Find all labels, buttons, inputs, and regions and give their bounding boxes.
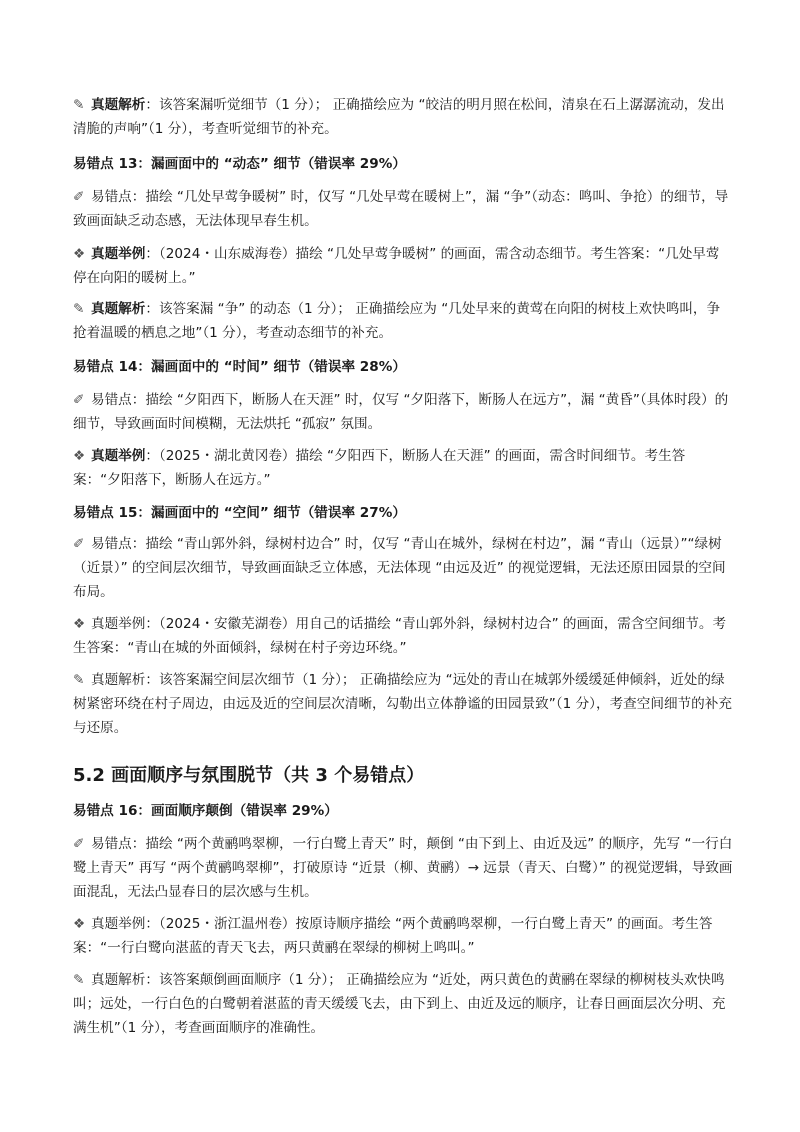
error-label: 易错点 [91,536,132,552]
error-point-heading: 易错点 13：漏画面中的 “动态” 细节（错误率 29%） [73,156,406,172]
paragraph-text: 描绘 “夕阳西下，断肠人在天涯” 时，仅写 “夕阳落下，断肠人在远方”，漏 “黄昏”（具体时段）的细节，导致画面时间模糊，无法烘托 “孤寂” 氛围。 [73,392,729,432]
analysis-label: 真题解析 [91,301,146,317]
analysis-paragraph [73,968,733,1040]
example-paragraph [73,444,733,492]
label-separator: ： [131,836,146,852]
pen-icon: ✐ [73,189,85,205]
pencil-icon: ✎ [73,972,85,988]
example-paragraph [73,612,733,660]
pencil-icon: ✎ [73,97,85,113]
label-separator: ： [145,301,159,317]
label-separator: ： [131,392,146,408]
example-label: 真题举例 [91,616,146,632]
analysis-paragraph [73,297,733,345]
error-paragraph [73,388,733,436]
error-label: 易错点 [91,836,132,852]
example-paragraph [73,242,733,290]
label-separator: ： [145,448,159,464]
section-heading: 5.2 画面顺序与氛围脱节（共 3 个易错点） [73,765,425,786]
pencil-icon: ✎ [73,301,85,317]
error-point-heading: 易错点 15：漏画面中的 “空间” 细节（错误率 27%） [73,505,406,521]
diamond-icon: ❖ [73,246,86,262]
example-label: 真题举例 [91,246,146,262]
error-paragraph [73,832,733,904]
paragraph-text: 该答案颠倒画面顺序（1 分）； 正确描绘应为 “近处，两只黄色的黄鹂在翠绿的柳树枝头欢快鸣叫；远处，一行白色的白鹭朝着湛蓝的青天缓缓飞去，由下到上、由近及远的顺序，让春日画面层次分明、充满生机”（1 分），考查画面顺序的准确性。 [73,972,726,1036]
paragraph-text: 描绘 “两个黄鹂鸣翠柳，一行白鹭上青天” 时，颠倒 “由下到上、由近及远” 的顺序，先写 “一行白鹭上青天” 再写 “两个黄鹂鸣翠柳”，打破原诗 “近景（柳、黄鹂）→ 远景（青天、白鹭）” 的视觉逻辑，导致画面混乱，无法凸显春日的层次感与生机。 [73,836,733,900]
label-separator: ： [131,189,146,205]
analysis-paragraph [73,668,733,740]
diamond-icon: ❖ [73,616,86,632]
paragraph-text: 该答案漏空间层次细节（1 分）； 正确描绘应为 “远处的青山在城郭外缓缓延伸倾斜，近处的绿树紧密环绕在村子周边，由远及近的空间层次清晰，勾勒出立体静谧的田园景致”（1 分），考查空间细节的补充与还原。 [73,672,732,736]
analysis-paragraph [73,93,733,141]
pen-icon: ✐ [73,392,85,408]
label-separator: ： [145,97,159,113]
diamond-icon: ❖ [73,916,86,932]
paragraph-text: （2025・湖北黄冈卷）描绘 “夕阳西下，断肠人在天涯” 的画面，需含时间细节。考生答案：“夕阳落下，断肠人在远方。” [73,448,686,488]
paragraph-text: （2024・安徽芜湖卷）用自己的话描绘 “青山郭外斜，绿树村边合” 的画面，需含空间细节。考生答案：“青山在城的外面倾斜，绿树在村子旁边环绕。” [73,616,727,656]
label-separator: ： [145,616,159,632]
paragraph-text: 该答案漏听觉细节（1 分）； 正确描绘应为 “皎洁的明月照在松间，清泉在石上潺潺流动，发出清脆的声响”（1 分），考查听觉细节的补充。 [73,97,725,137]
error-label: 易错点 [91,189,132,205]
label-separator: ： [145,246,159,262]
analysis-label: 真题解析 [91,972,146,988]
label-separator: ： [145,672,159,688]
diamond-icon: ❖ [73,448,86,464]
paragraph-text: （2024・山东威海卷）描绘 “几处早莺争暖树” 的画面，需含动态细节。考生答案：“几处早莺停在向阳的暖树上。” [73,246,720,286]
example-paragraph [73,912,733,960]
paragraph-text: 描绘 “青山郭外斜，绿树村边合” 时，仅写 “青山在城外，绿树在村边”，漏 “青山（远景）”“绿树（近景）” 的空间层次细节，导致画面缺乏立体感，无法体现 “由远及近” 的视觉逻辑，无法还原田园景的空间布局。 [73,536,726,600]
label-separator: ： [145,916,159,932]
analysis-label: 真题解析 [91,97,146,113]
label-separator: ： [145,972,159,988]
pen-icon: ✐ [73,536,85,552]
pen-icon: ✐ [73,836,85,852]
label-separator: ： [131,536,146,552]
error-point-heading: 易错点 16：画面顺序颠倒（错误率 29%） [73,803,338,819]
example-label: 真题举例 [91,916,146,932]
error-point-heading: 易错点 14：漏画面中的 “时间” 细节（错误率 28%） [73,359,406,375]
paragraph-text: （2025・浙江温州卷）按原诗顺序描绘 “两个黄鹂鸣翠柳，一行白鹭上青天” 的画面。考生答案：“一行白鹭向湛蓝的青天飞去，两只黄鹂在翠绿的柳树上鸣叫。” [73,916,713,956]
pencil-icon: ✎ [73,672,85,688]
error-paragraph [73,185,733,233]
error-label: 易错点 [91,392,132,408]
paragraph-text: 该答案漏 “争” 的动态（1 分）； 正确描绘应为 “几处早来的黄莺在向阳的树枝上欢快鸣叫，争抢着温暖的栖息之地”（1 分），考查动态细节的补充。 [73,301,721,341]
analysis-label: 真题解析 [91,672,146,688]
example-label: 真题举例 [91,448,146,464]
paragraph-text: 描绘 “几处早莺争暖树” 时，仅写 “几处早莺在暖树上”，漏 “争”（动态：鸣叫、争抢）的细节，导致画面缺乏动态感，无法体现早春生机。 [73,189,729,229]
error-paragraph [73,532,733,604]
